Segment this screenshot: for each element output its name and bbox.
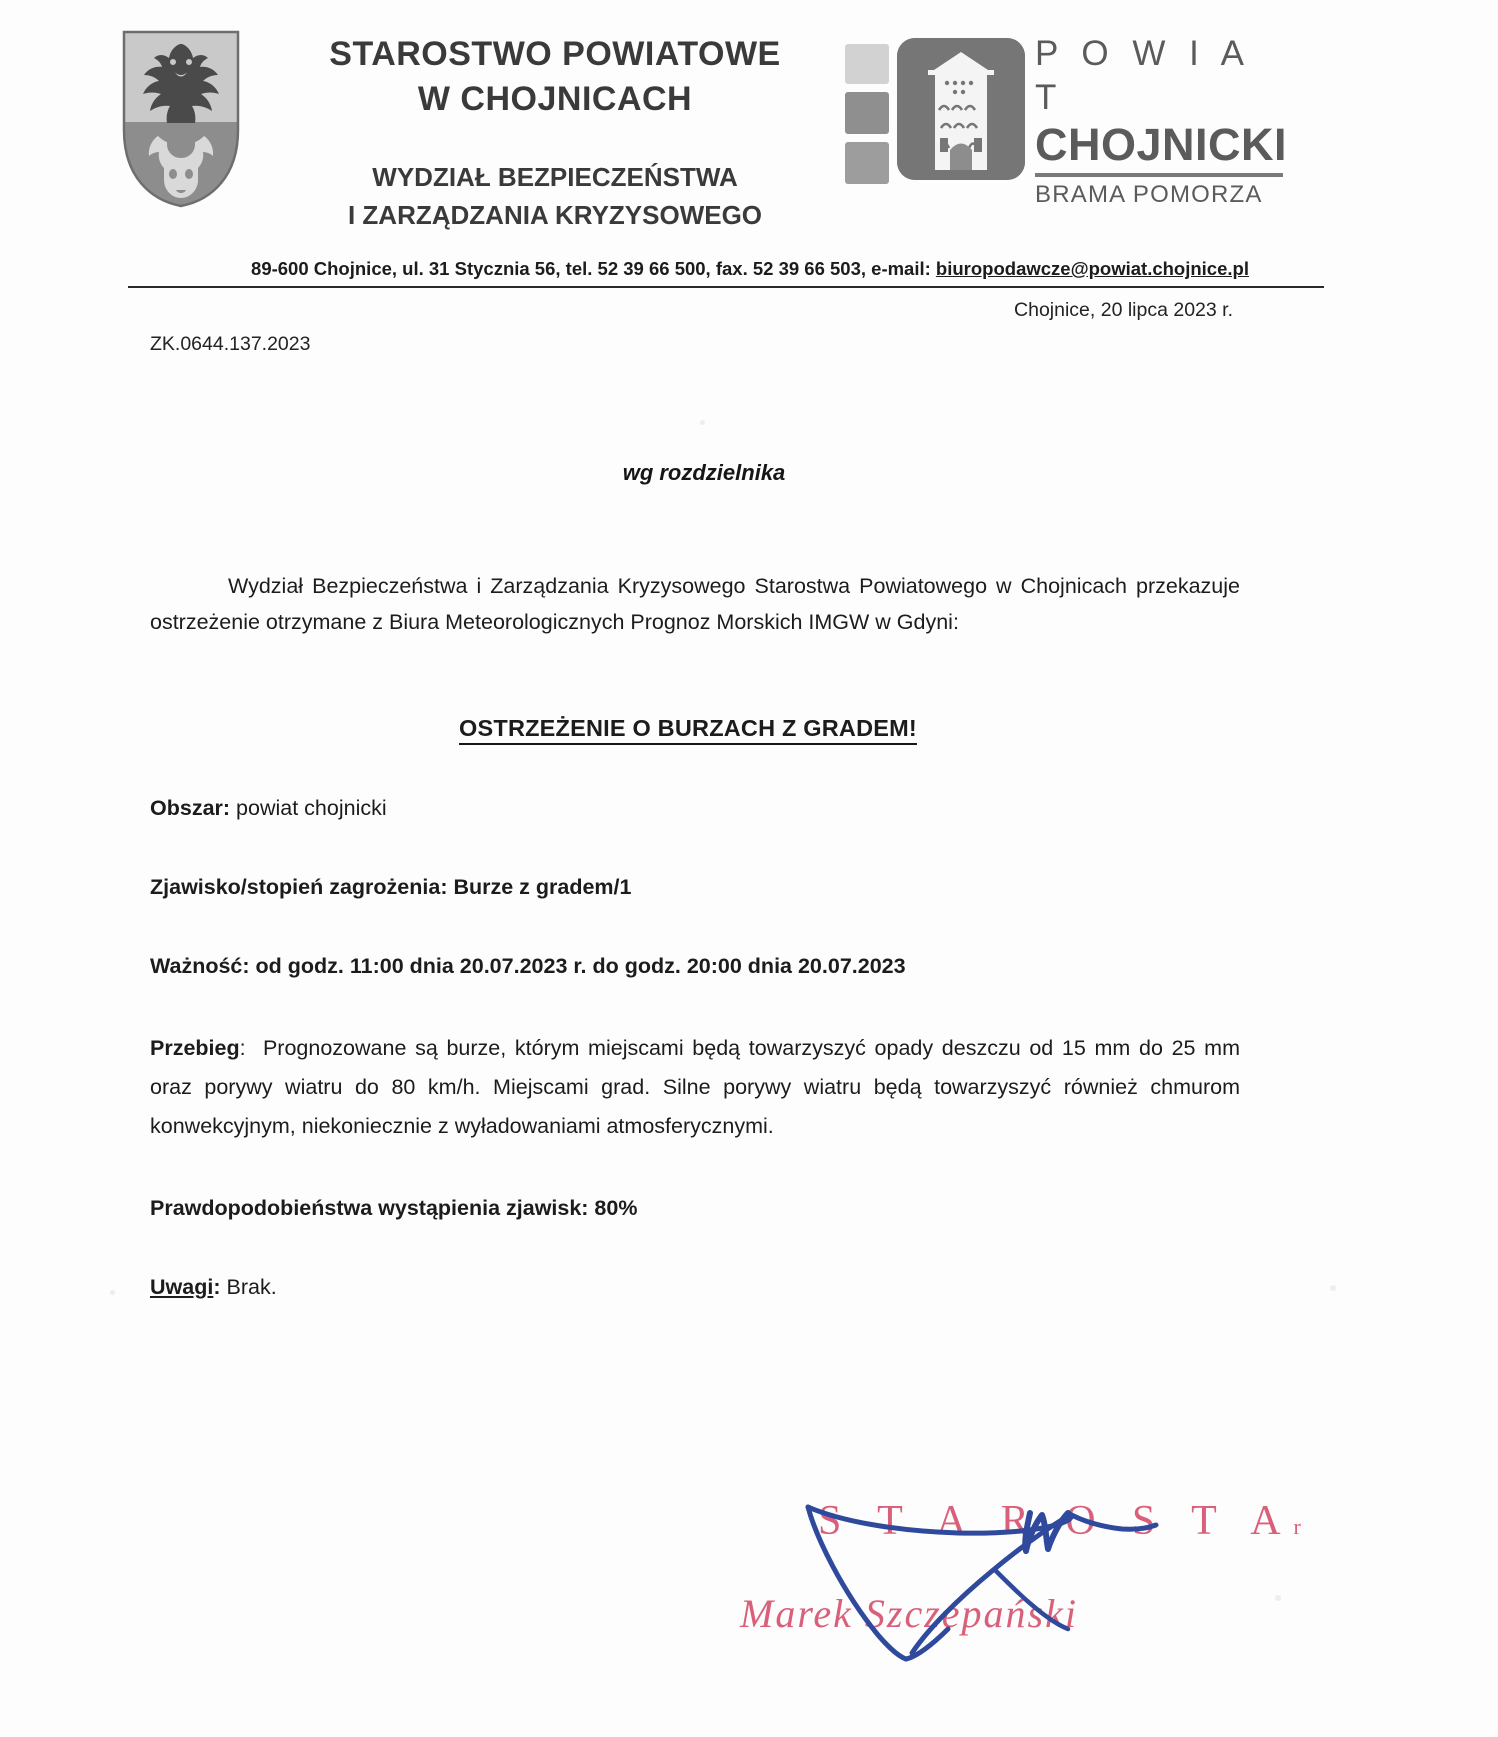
address-text: 89-600 Chojnice, ul. 31 Stycznia 56, tel. 52 39 66 500, fax. 52 39 66 503, e-mail: [251, 258, 936, 279]
scan-speck [1275, 1595, 1281, 1601]
organization-title [270, 32, 840, 122]
logo-text-chojnicki: CHOJNICKI [1035, 119, 1288, 170]
field-przebieg-label: Przebieg [150, 1036, 240, 1060]
scan-speck [110, 1290, 115, 1295]
letterhead [0, 18, 1498, 258]
field-waznosc [150, 949, 1240, 983]
stamp-title-tail: r [1293, 1514, 1301, 1539]
signature-block [700, 1345, 1301, 1665]
header-divider [128, 286, 1324, 288]
org-title-line2: W CHOJNICACH [417, 80, 693, 118]
logo-divider [1035, 173, 1283, 177]
logo-bars-decoration [845, 44, 889, 184]
field-zjawisko [150, 870, 1240, 904]
town-gate-tower-icon [897, 38, 1025, 180]
dept-title-line2: I ZARZĄDZANIA KRYZYSOWEGO [347, 200, 763, 230]
field-uwagi-value: Brak. [226, 1275, 277, 1299]
warning-title-text: OSTRZEŻENIE O BURZACH Z GRADEM! [459, 715, 917, 745]
field-uwagi-separator: : [213, 1275, 221, 1299]
logo-text-brama-pomorza: BRAMA POMORZA [1035, 181, 1263, 208]
scan-speck [1330, 1285, 1336, 1291]
logo-text-powiat: P O W I A T [1035, 34, 1250, 117]
field-obszar-label: Obszar: [150, 796, 231, 820]
coat-of-arms-icon [122, 30, 240, 208]
addressee: wg rozdzielnika [622, 460, 786, 485]
powiat-chojnicki-logo [845, 32, 1288, 208]
place-and-date: Chojnice, 20 lipca 2023 r. [1014, 299, 1233, 321]
scan-speck [700, 420, 705, 425]
department-title [270, 158, 840, 234]
field-prawdopodobienstwo [150, 1191, 1240, 1225]
stamp-name: Marek Szczepański [740, 1591, 1078, 1636]
field-uwagi [150, 1270, 1240, 1304]
field-przebieg-text: Prognozowane są burze, którym miejscami będą towarzyszyć opady deszczu od 15 mm do 25 mm oraz porywy wiatru do 80 km/h. Miejscami grad. Silne porywy wiatru będą towarzyszyć również chmurom konwekcyjnym, niekoniecznie z wyładowaniami atmosferycznymi. [150, 1036, 1240, 1138]
field-prawdopodobienstwo-text: Prawdopodobieństwa wystąpienia zjawisk: 80% [150, 1196, 638, 1220]
reference-number: ZK.0644.137.2023 [150, 333, 311, 355]
document-body [150, 568, 1240, 1304]
field-obszar-value: powiat chojnicki [236, 796, 387, 820]
contact-address-line [130, 258, 1370, 280]
warning-title [150, 710, 1240, 746]
field-waznosc-text: Ważność: od godz. 11:00 dnia 20.07.2023 r. do godz. 20:00 dnia 20.07.2023 [150, 954, 906, 978]
field-uwagi-label: Uwagi [150, 1275, 214, 1299]
email-link[interactable]: biuropodawcze@powiat.chojnice.pl [935, 258, 1249, 279]
stamp-title-text: S T A R O S T A [818, 1498, 1294, 1544]
org-title-line1: STAROSTWO POWIATOWE [329, 35, 781, 73]
field-obszar [150, 791, 1240, 825]
field-przebieg [150, 1029, 1240, 1146]
field-zjawisko-text: Zjawisko/stopień zagrożenia: Burze z gradem/1 [150, 875, 632, 899]
logo-wordmark [1035, 32, 1288, 211]
stamp-title [818, 1497, 1301, 1545]
intro-paragraph: Wydział Bezpieczeństwa i Zarządzania Kryzysowego Starostwa Powiatowego w Chojnicach przekazuje ostrzeżenie otrzymane z Biura Meteorologicznych Prognoz Morskich IMGW w Gdyni: [150, 574, 1240, 634]
dept-title-line1: WYDZIAŁ BEZPIECZEŃSTWA [372, 162, 738, 192]
field-przebieg-separator: : [239, 1036, 246, 1060]
